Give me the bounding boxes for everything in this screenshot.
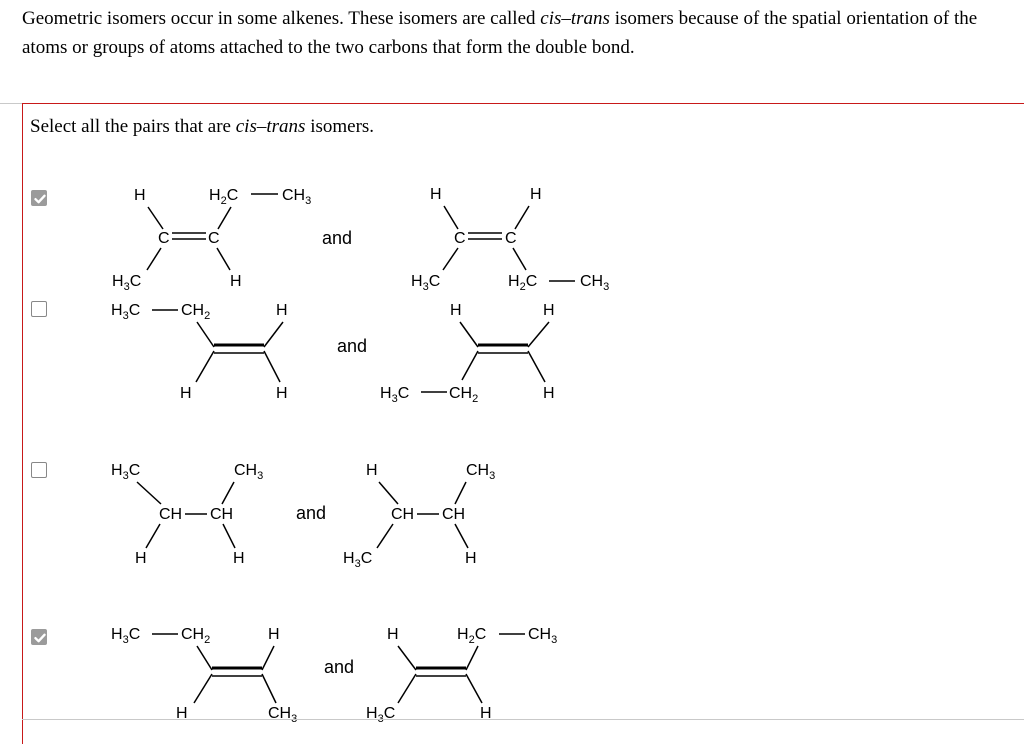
svg-text:H3C: $H_3C$: [111, 302, 141, 322]
svg-text:H: H: [366, 462, 378, 479]
svg-text:H: H: [276, 385, 288, 402]
intro-text-start: Geometric isomers occur in some alkenes. These isomers are called: [22, 8, 541, 29]
bottom-divider: [22, 719, 1024, 720]
svg-text:H3C: $H_3C$: [411, 273, 441, 293]
svg-text:C: C: [208, 230, 220, 247]
option-1-conjunction: and: [322, 228, 353, 248]
svg-text:CH: CH: [442, 506, 466, 523]
svg-text:H2C: $H_2C$: [209, 187, 239, 207]
svg-text:CH2: $CH_2$: [449, 385, 479, 405]
svg-text:H2C: $H_2C$: [508, 273, 538, 293]
svg-text:CH3: $CH_3$: [268, 705, 298, 722]
svg-text:H: H: [268, 626, 280, 643]
svg-text:CH2: $CH_2$: [181, 626, 211, 646]
svg-text:H3C: $H_3C$: [380, 385, 410, 405]
svg-text:H: H: [230, 273, 242, 290]
option-2-checkbox[interactable]: [31, 301, 47, 317]
svg-text:H3C: $H_3C$: [111, 626, 141, 646]
svg-text:H: H: [543, 385, 555, 402]
checkmark-icon: [32, 630, 48, 646]
option-3-checkbox[interactable]: [31, 462, 47, 478]
svg-text:CH: CH: [159, 506, 183, 523]
option-1-checkbox[interactable]: [31, 190, 47, 206]
checkmark-icon: [32, 191, 48, 207]
svg-text:CH3: $CH_3$: [466, 462, 496, 482]
intro-text-end: isomers because of the spatial orientation of the atoms or groups of atoms attached to the two carbons that form the double bond.: [22, 8, 978, 58]
svg-text:H3C: $H_3C$: [366, 705, 396, 722]
svg-text:H: H: [450, 302, 462, 319]
intro-emphasis: cis–trans: [540, 8, 610, 29]
svg-text:H: H: [233, 550, 245, 567]
option-4-checkbox[interactable]: [31, 629, 47, 645]
option-3-conjunction: and: [296, 503, 327, 523]
svg-text:H: H: [465, 550, 477, 567]
svg-text:CH3: $CH_3$: [580, 273, 610, 293]
option-2-conjunction: and: [337, 336, 368, 356]
svg-text:H: H: [135, 550, 147, 567]
svg-text:CH: CH: [391, 506, 415, 523]
svg-text:H: H: [180, 385, 192, 402]
prompt-text-end: isomers.: [305, 116, 375, 137]
option-4-conjunction: and: [324, 657, 355, 677]
svg-text:CH: CH: [210, 506, 234, 523]
svg-text:H3C: $H_3C$: [112, 273, 142, 293]
svg-text:H: H: [276, 302, 288, 319]
svg-text:H3C: $H_3C$: [343, 550, 373, 570]
svg-text:H: H: [480, 705, 492, 722]
svg-text:H: H: [176, 705, 188, 722]
svg-text:C: C: [158, 230, 170, 247]
svg-text:C: C: [454, 230, 466, 247]
svg-text:H: H: [530, 186, 542, 203]
svg-text:H: H: [430, 186, 442, 203]
svg-text:CH3: $CH_3$: [234, 462, 264, 482]
intro-text: [22, 4, 1022, 62]
question-panel: [22, 103, 1024, 744]
svg-text:CH2: $CH_2$: [181, 302, 211, 322]
svg-text:C: C: [505, 230, 517, 247]
svg-text:CH3: $CH_3$: [528, 626, 558, 646]
svg-text:H: H: [134, 187, 146, 204]
prompt-text-start: Select all the pairs that are: [30, 116, 236, 137]
question-prompt: [30, 116, 374, 138]
prompt-emphasis: cis–trans: [235, 116, 306, 137]
svg-text:H2C: $H_2C$: [457, 626, 487, 646]
svg-text:H3C: $H_3C$: [111, 462, 141, 482]
svg-text:H: H: [543, 302, 555, 319]
svg-text:H: H: [387, 626, 399, 643]
svg-text:CH3: $CH_3$: [282, 187, 312, 207]
